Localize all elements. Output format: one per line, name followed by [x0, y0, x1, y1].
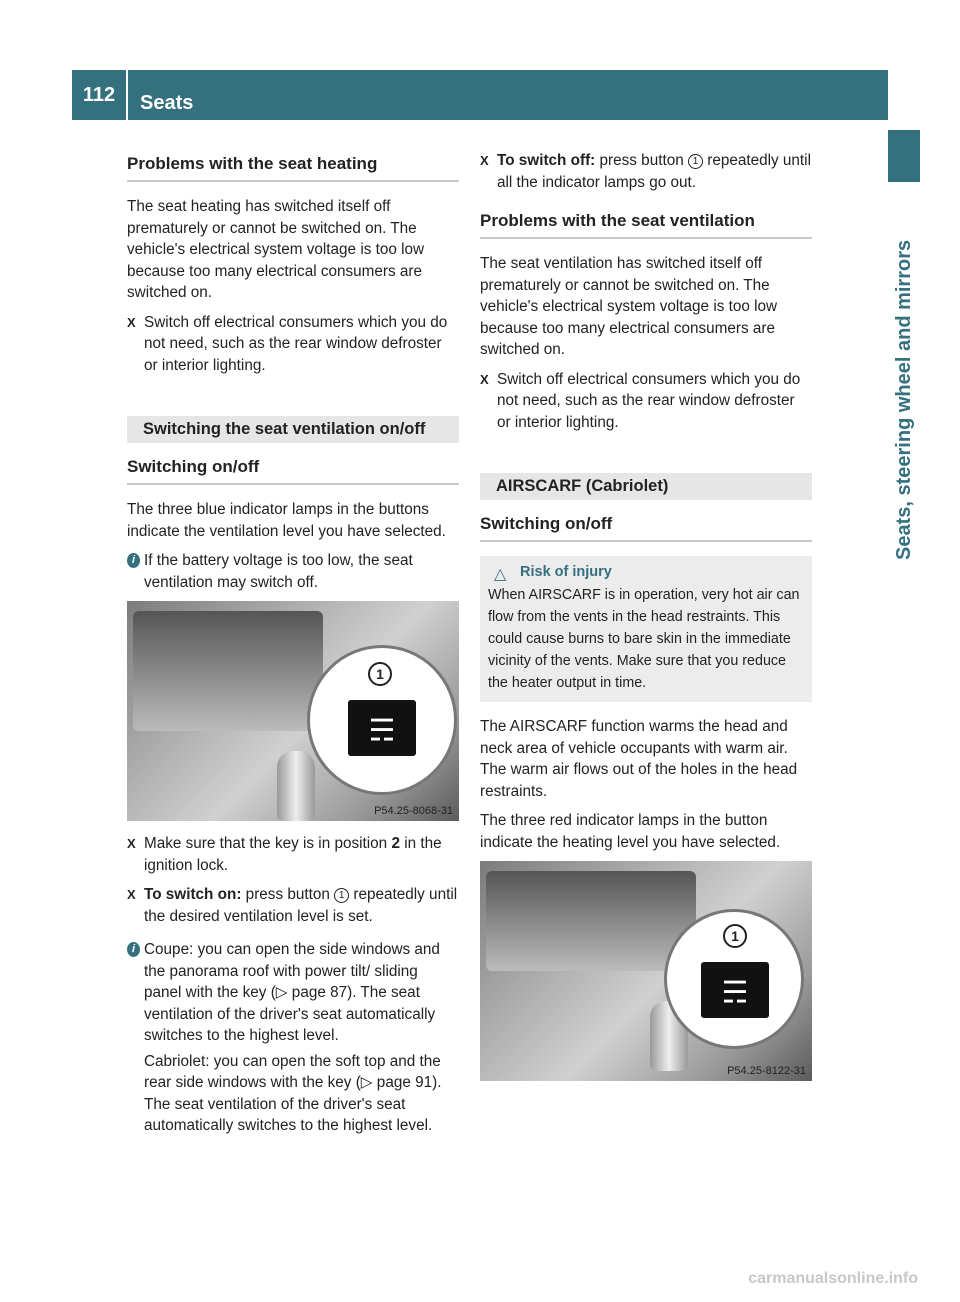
- side-tab-label: Seats, steering wheel and mirrors: [893, 239, 915, 560]
- step-marker-icon: X: [127, 887, 136, 902]
- step-text-a: press button: [595, 152, 688, 169]
- step-bold: To switch on:: [144, 886, 242, 903]
- watermark: carmanualsonline.info: [748, 1270, 918, 1287]
- airscarf-photo: [480, 861, 812, 1081]
- warning-title: [488, 564, 804, 583]
- page-number: 112: [82, 84, 116, 106]
- console-panel: [133, 611, 323, 731]
- step-text: Switch off electrical consumers which you do not need, such as the rear window defroster or interior lighting.: [497, 370, 801, 431]
- switching-title: Switching on/off: [127, 453, 459, 485]
- button-number: 1: [334, 888, 349, 903]
- step-marker-icon: X: [480, 371, 489, 387]
- info-note: [127, 939, 459, 1137]
- info-icon: i: [127, 553, 140, 568]
- section-title: Seats: [140, 92, 194, 114]
- key-position: 2: [391, 835, 400, 852]
- ventilation-intro: The three blue indicator lamps in the buttons indicate the ventilation level you have selected.: [127, 501, 446, 540]
- warning-title-text: Risk of injury: [520, 564, 612, 580]
- left-column: [127, 150, 459, 1143]
- callout-circle: [664, 909, 804, 1049]
- ventilation-problems-title: Problems with the seat ventilation: [480, 207, 812, 239]
- step-text-a: press button: [241, 886, 335, 903]
- heating-problems-text: The seat heating has switched itself off prematurely or cannot be switched on. The vehicle's electrical system voltage is too low because too many electrical consumers are switched on.: [127, 198, 425, 301]
- airscarf-heading: AIRSCARF (Cabriolet): [480, 473, 812, 500]
- step-marker-icon: X: [127, 314, 136, 330]
- callout-number: 1: [368, 662, 392, 686]
- heating-problems-title: Problems with the seat heating: [127, 150, 459, 182]
- airscarf-indicator-text: The three red indicator lamps in the button indicate the heating level you have selected.: [480, 812, 781, 851]
- step-marker-icon: X: [127, 836, 136, 851]
- photo-reference: P54.25-8068-31: [374, 805, 453, 817]
- right-column: [480, 150, 812, 1093]
- step-item: [127, 312, 459, 377]
- gear-shifter: [277, 751, 315, 821]
- seat-icon: ☴: [721, 976, 749, 1010]
- ventilation-heading: Switching the seat ventilation on/off: [127, 416, 459, 443]
- header-bar: [72, 70, 888, 120]
- step-text-b: repeatedly until the desired ventilation level is set.: [144, 886, 458, 925]
- info-text-cabriolet: Cabriolet: you can open the soft top and the rear side windows with the key (▷ page 91). The seat ventilation of the driver's seat automatically switches to the highest level.: [144, 1052, 442, 1134]
- callout-number: 1: [723, 924, 747, 948]
- console-panel: [486, 871, 696, 971]
- callout-circle: [307, 645, 457, 795]
- step-text-a: Make sure that the key is in position: [144, 835, 392, 852]
- info-note: [127, 550, 459, 593]
- warning-icon: △: [494, 566, 507, 583]
- ventilation-photo: [127, 601, 459, 821]
- warning-text: When AIRSCARF is in operation, very hot air can flow from the vents in the head restraints. This could cause burns to bare skin in the immediate vicinity of the vents. Make sure that you reduce the heater output in time.: [488, 587, 800, 691]
- switching-title: Switching on/off: [480, 510, 812, 542]
- step-text-b: repeatedly until all the indicator lamps go out.: [497, 152, 811, 191]
- seat-ventilation-button: [348, 700, 416, 756]
- step-item: [480, 369, 812, 434]
- step-item: [127, 884, 459, 927]
- airscarf-button: [701, 962, 769, 1018]
- step-text: Switch off electrical consumers which you do not need, such as the rear window defroster or interior lighting.: [144, 313, 448, 374]
- info-icon: i: [127, 942, 140, 957]
- warning-box: [480, 556, 812, 702]
- header-divider: [126, 70, 128, 120]
- info-text: If the battery voltage is too low, the seat ventilation may switch off.: [144, 552, 413, 591]
- step-bold: To switch off:: [497, 152, 596, 169]
- seat-icon: ☴: [368, 714, 396, 748]
- step-text-c: in the ignition lock.: [144, 835, 442, 874]
- side-tab-marker: [888, 130, 920, 182]
- step-item: [480, 150, 812, 193]
- photo-reference: P54.25-8122-31: [727, 1065, 806, 1077]
- info-text-coupe: Coupe: you can open the side windows and the panorama roof with power tilt/ sliding panel with the key (▷ page 87). The seat ventilation of the driver's seat automatically switches to the highest level.: [144, 941, 440, 1044]
- step-marker-icon: X: [480, 153, 489, 168]
- step-item: [127, 833, 459, 876]
- ventilation-problems-text: The seat ventilation has switched itself off prematurely or cannot be switched on. The vehicle's electrical system voltage is too low because too many electrical consumers are switched on.: [480, 255, 778, 358]
- airscarf-description: The AIRSCARF function warms the head and neck area of vehicle occupants with warm air. The warm air flows out of the holes in the head restraints.: [480, 718, 798, 800]
- button-number: 1: [688, 154, 703, 169]
